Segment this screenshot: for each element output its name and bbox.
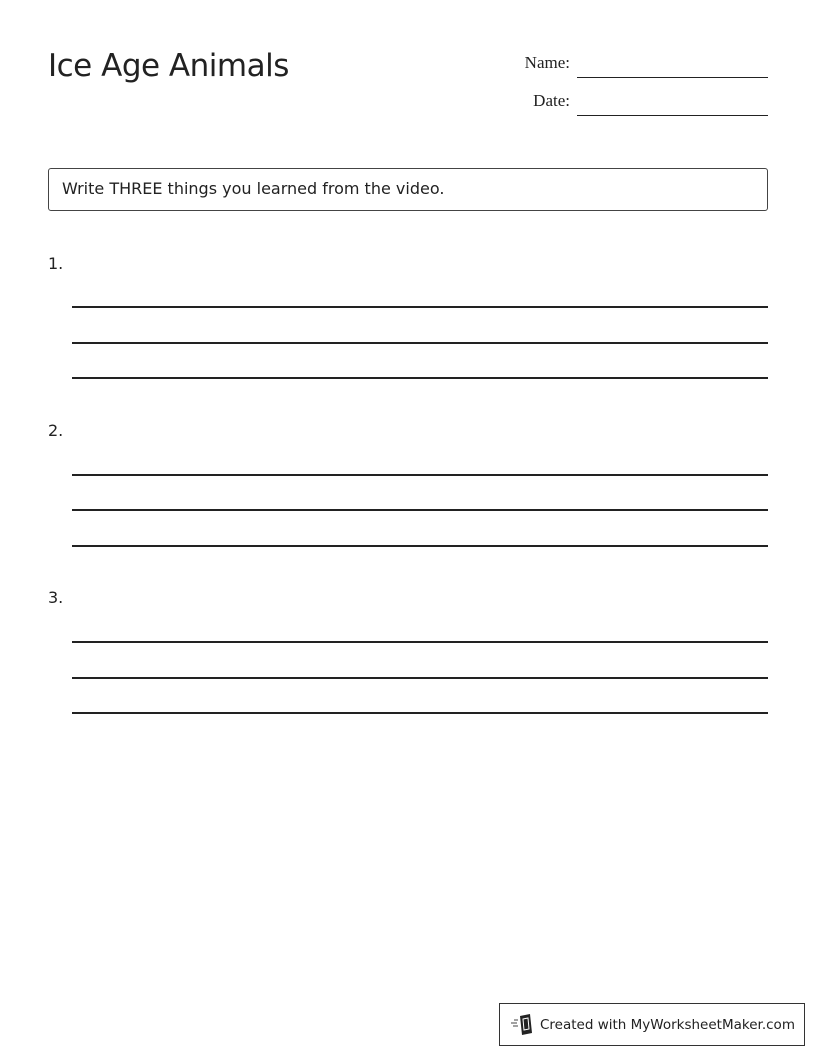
footer-text: Created with MyWorksheetMaker.com xyxy=(540,1017,795,1033)
name-field[interactable] xyxy=(577,77,768,78)
worksheet-logo-icon xyxy=(511,1014,535,1036)
answer-line[interactable] xyxy=(72,377,768,379)
answer-line[interactable] xyxy=(72,641,768,643)
instruction-text: Write THREE things you learned from the video. xyxy=(62,179,445,198)
question-number: 3. xyxy=(48,588,64,607)
answer-line[interactable] xyxy=(72,306,768,308)
question-number: 1. xyxy=(48,254,64,273)
date-label: Date: xyxy=(533,91,570,110)
page-title: Ice Age Animals xyxy=(48,48,289,84)
date-field[interactable] xyxy=(577,115,768,116)
instruction-box xyxy=(48,168,768,211)
answer-line[interactable] xyxy=(72,712,768,714)
answer-line[interactable] xyxy=(72,545,768,547)
answer-line[interactable] xyxy=(72,509,768,511)
question-number: 2. xyxy=(48,421,64,440)
answer-line[interactable] xyxy=(72,342,768,344)
answer-line[interactable] xyxy=(72,677,768,679)
footer-badge[interactable] xyxy=(499,1003,805,1046)
answer-line[interactable] xyxy=(72,474,768,476)
name-label: Name: xyxy=(524,53,570,72)
